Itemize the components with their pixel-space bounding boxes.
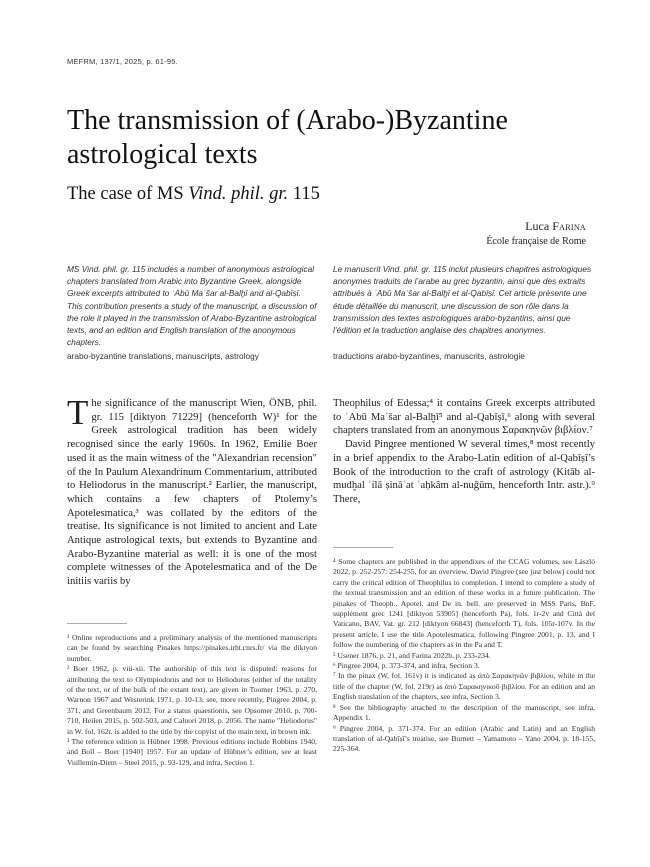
body-right-paragraph-2: David Pingree mentioned W several times,⁸ most recently in a brief appendix to the Arabo-Latin edition of al-Qabīṣī’s Book of the introduction to the craft of astrology (Kitāb al-mudḫal ʾilā ṣināʿat ʾaḥkām al-nuǧūm, henceforth Intr. astr.).⁹ There, [333, 439, 595, 505]
footnote-rule-left [67, 623, 127, 624]
article-subtitle [67, 184, 320, 205]
body-left-text: he significance of the manuscript Wien, ÖNB, phil. gr. 115 [diktyon 71229] (henceforth W)¹ for the Greek astrological tradition has been widely recognised since the early 1960s. In 1962, Emilie Boer used it as the main witness of the "Alexandrian recension" of the In Paulum Alexandrinum Commentarium, attributed to Heliodorus in the manuscript.² Earlier, the manuscript, which contains a few chapters of Ptolemy’s Apotelesmatica,³ was collated by the editors of the treatise. Its significance is not limited to ancient and Late Antique astrological texts, but extends to Byzantine and Arabo-Byzantine material as well: it is one of the most complete witnesses of the Apotelesmatica and of the De initiis variis by [67, 398, 317, 588]
footnote: ⁶ Pingree 2004, p. 373-374, and infra, Section 3. [333, 661, 480, 671]
footnote: ³ The reference edition is Hübner 1998. Previous editions include Robbins 1940, and Boll – Boer [1940] 1957. For an update of Hübner’s edition, see at least Vuillemin-Diem – Steel 2015, p. 93-129, and infra, Section 1. [67, 737, 317, 767]
footnote: ⁷ In the pinax (W, fol. 161v) it is indicated as ἀπὸ Σαρακηνῶν βιβλίου, while in the title of the chapter (W, fol. 219r) as ἀπὸ Σαρακηνικοῦ βιβλίου. For an edition and an English translation of the chapters, see infra, Section 3. [333, 671, 595, 702]
article-title [67, 104, 627, 172]
abstract-french: Le manuscrit Vind. phil. gr. 115 inclut plusieurs chapitres astrologiques anonymes traduits de l’arabe au grec byzantin, ainsi que des extraits attribués à ʾAbū Maʿšar al-Balḫī et al-Qabīṣī. Cet article présente une étude détaillée du manuscrit, une discussion de son rôle dans la transmission des textes astrologiques arabo-byzantins, ainsi que l’édition et la traduction anglaise des chapitres anonymes. [333, 264, 592, 336]
body-right-paragraph-1: Theophilus of Edessa;⁴ it contains Greek excerpts attributed to ʾAbū Maʿšar al-Balḫī⁵ and al-Qabīṣī,⁶ along with several chapters translated from an anonymous Σαρακηνῶν βιβλίον.⁷ [333, 398, 595, 437]
footnote: ⁹ Pingree 2004, p. 371-374. For an edition (Arabic and Latin) and an English translation of al-Qabīṣī’s treatise, see Burnett – Yamamoto – Yano 2004, p. 18-155, 225-364. [333, 723, 595, 754]
abstract-english: MS Vind. phil. gr. 115 includes a number of anonymous astrological chapters translated from Arabic into Byzantine Greek, alongside Greek excerpts attributed to ʾAbū Maʿšar al-Balḫī and al-Qabīṣī. This contribution presents a study of the manuscript, a discussion of the role it played in the transmission of Arabo-Byzantine astrological texts, and an edition and English translation of the anonymous chapters. [67, 264, 317, 348]
author-last: Farina [552, 219, 586, 233]
footnote: ⁸ See the bibliography attached to the description of the manuscript, see infra, Appendix 1. [333, 702, 595, 723]
footnotes-left [67, 633, 317, 768]
body-column-right [333, 397, 595, 507]
author-name [525, 219, 586, 234]
footnotes-right [333, 557, 595, 755]
keywords-french: traductions arabo-byzantines, manuscrits, astrologie [333, 351, 525, 361]
author-affiliation: École française de Rome [486, 236, 586, 247]
footnote-rule-right [333, 547, 393, 548]
body-column-left [67, 393, 317, 589]
author-first: Luca [525, 219, 553, 233]
footnote: ² Boer 1962, p. viii-xii. The authorship of this text is disputed: reasons for attributing the text to Olympiodorus and not to Heliodorus (either of the totality of the text, or of the bulk of the extant text), are given in Toomer 1963, p. 270, Warnon 1967 and Westerink 1971, p. 10-13; see, more recently, Pingree 2004, p. 371, and Greenbaum 2012. For a status quaestionis, see Opsomer 2010, p. 700-710, Heilen 2015, p. 502-503, and Caluori 2018, p. 2056. The name "Heliodorus" in W. fol. 162r. is added to the title by the copyist of the main text, in brown ink. [67, 664, 317, 736]
footnote: ⁵ Usener 1876, p. 21, and Farina 2022b, p. 233-234. [333, 650, 491, 660]
title-line-1: The transmission of (Arabo-)Byzantine [67, 105, 508, 136]
title-line-2: astrological texts [67, 139, 258, 170]
journal-citation: MEFRM, 137/1, 2025, p. 61-95. [67, 57, 178, 66]
footnote: ¹ Online reproductions and a preliminary analysis of the mentioned manuscripts can be found by searching Pinakes https://pinakes.irht.cnrs.fr/ via the diktyon number. [67, 633, 317, 663]
subtitle-suffix: 115 [288, 184, 320, 204]
footnote: ⁴ Some chapters are published in the appendixes of the CCAG volumes, see László 2022, p. 252-257: 254-255, for an overview. David Pingree (see just below) could not carry the critical edition of Theophilus to completion. I intend to complete a study of the textual transmission and an edition of these works in a future publication. The pinakes of Theoph., Apotel. and De in. bell. are preserved in MSS Paris, BnF, supplément grec 1241 [diktyon 53905] (henceforth Pa), fols. 1r-2v and Città del Vaticano, BAV, Vat. gr. 212 [diktyon 66843] (henceforth T), fols. 105r-107v. In the present article, I use the title Apotelesmatica, following Pingree 2001, p. 13, and I follow the numbering of the chapters as in the Pa and T. [333, 557, 595, 650]
keywords-english: arabo-byzantine translations, manuscripts, astrology [67, 351, 259, 361]
subtitle-prefix: The case of MS [67, 184, 189, 204]
drop-cap: T [67, 393, 89, 432]
subtitle-italic: Vind. phil. gr. [188, 184, 289, 204]
